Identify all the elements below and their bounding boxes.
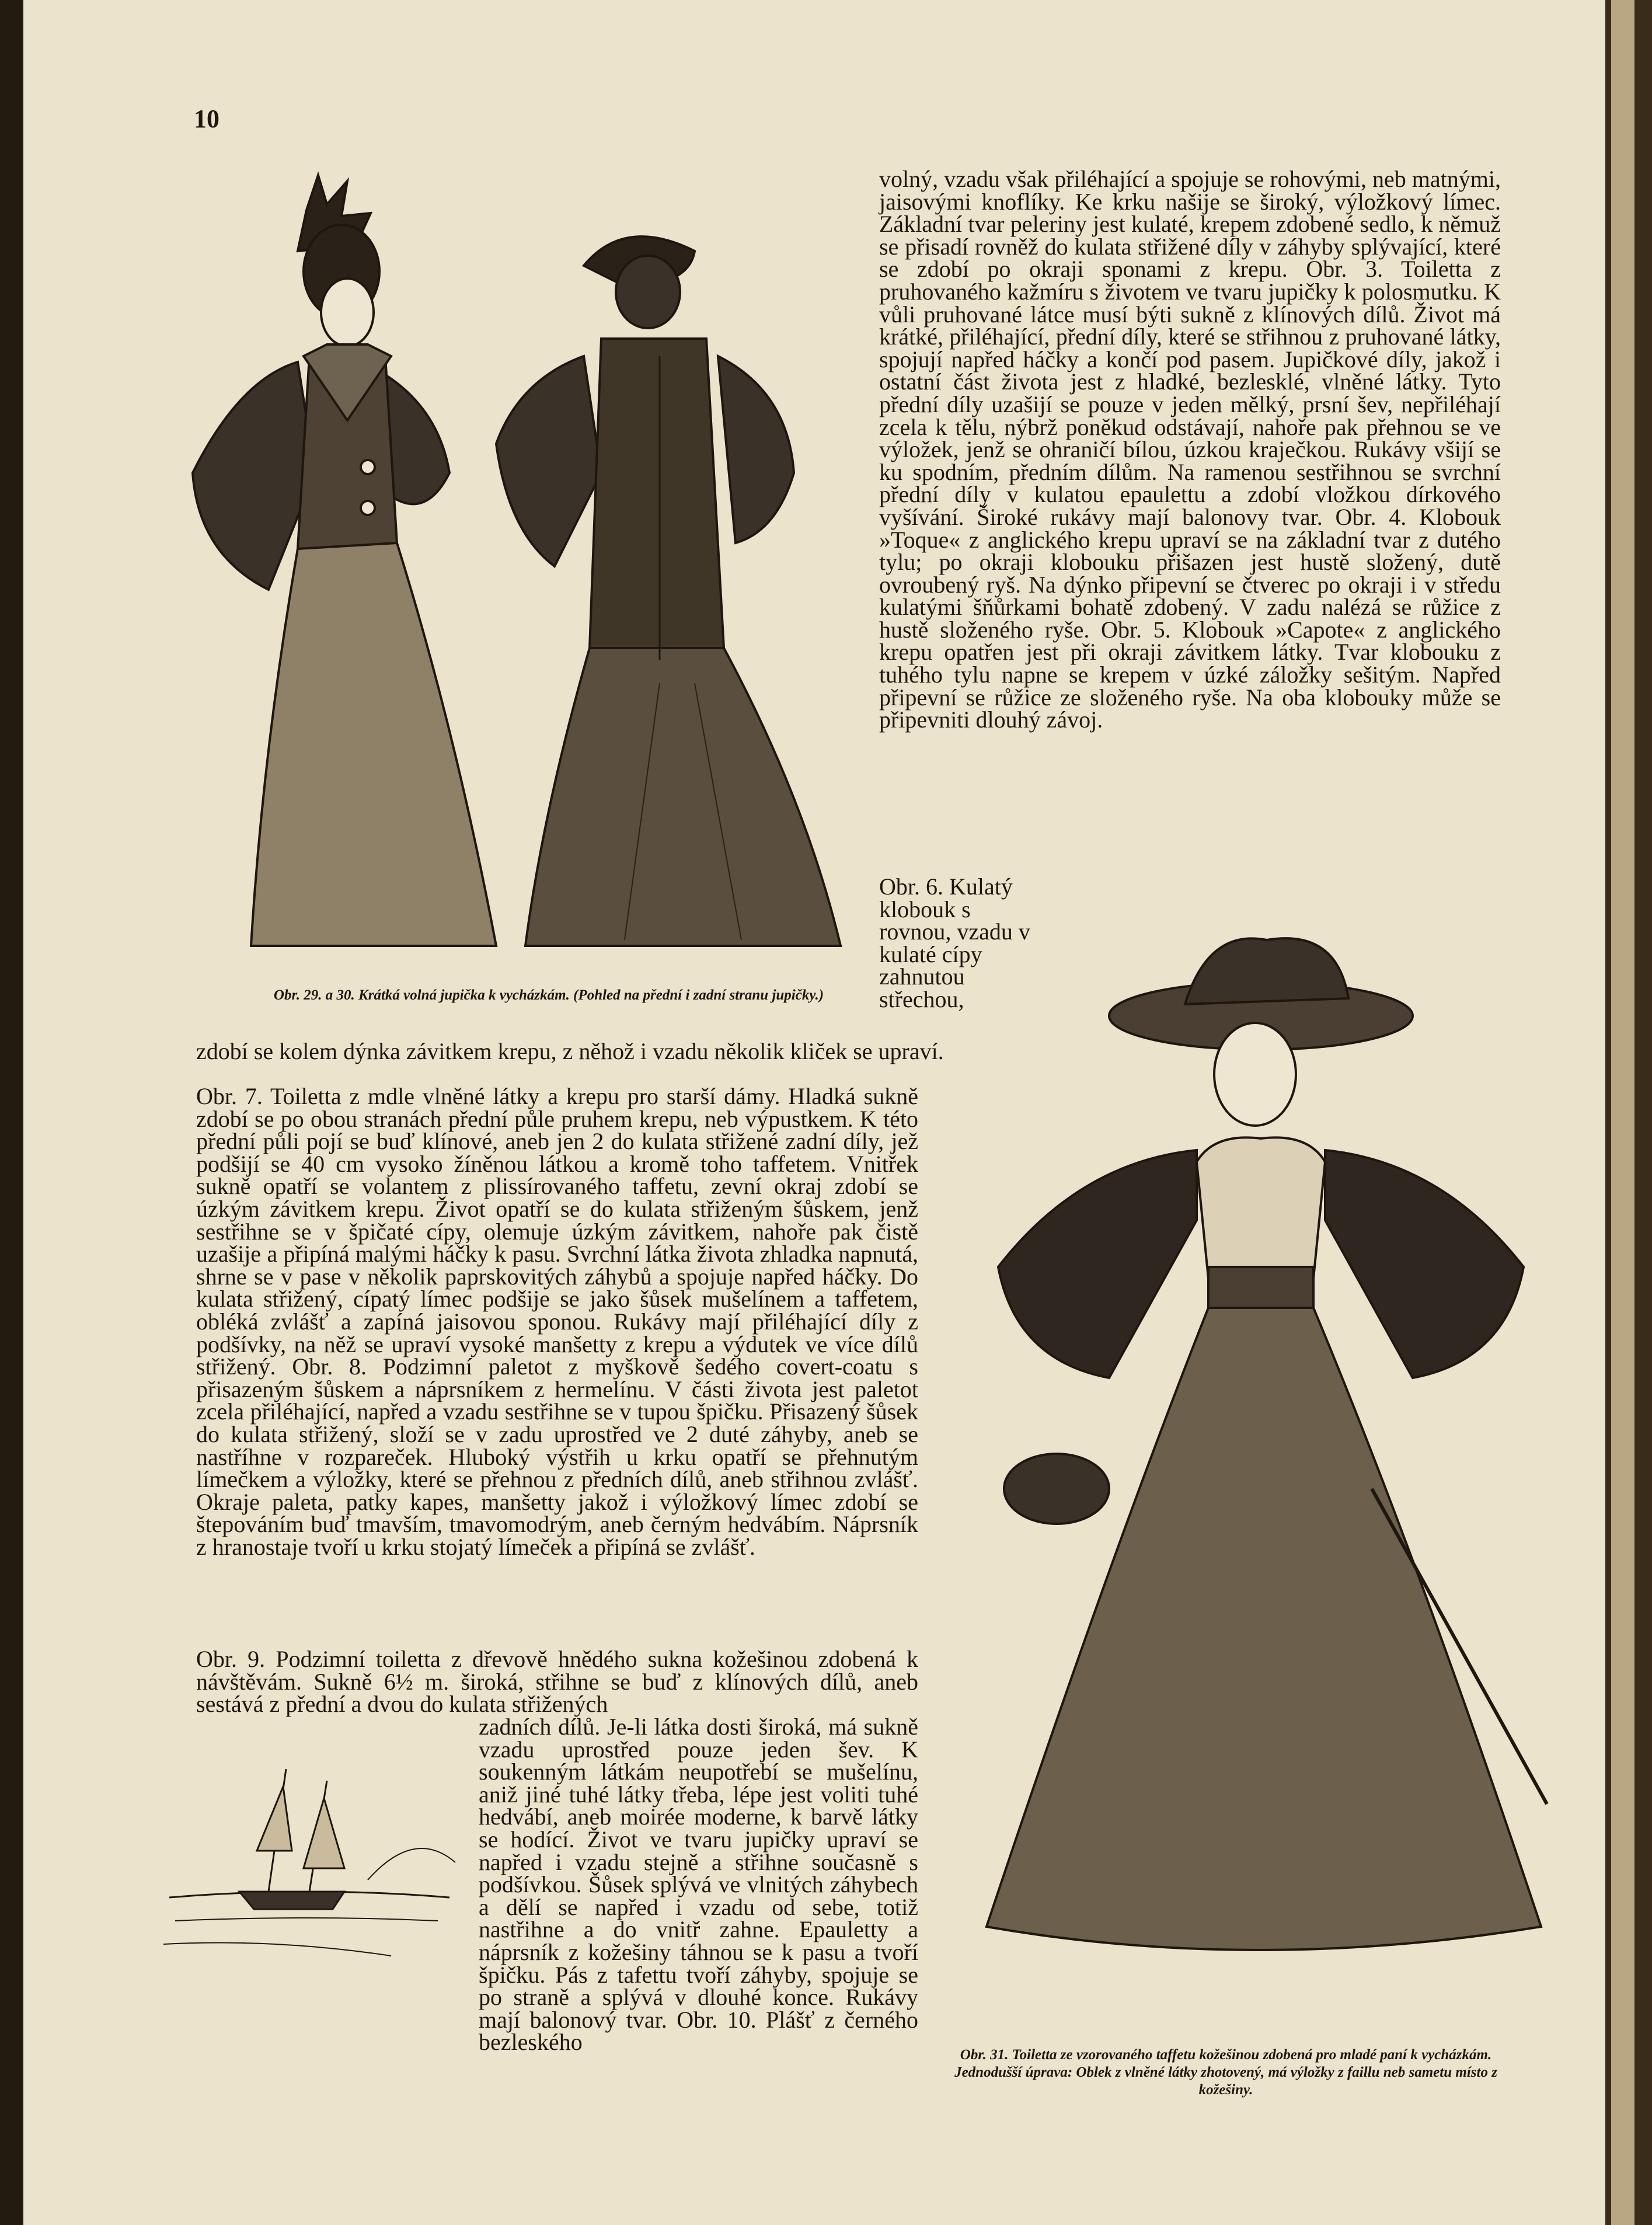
caption-fig29-30: Obr. 29. a 30. Krátká volná jupička k vycházkám. (Pohled na přední i zadní stranu jupičky.): [273, 987, 824, 1003]
text-column-top-right: volný, vzadu však přiléhající a spojuje se rohovými, neb matnými, jaisovými knoflíky. Ke krku našije se široký, výložkový límec. Základní tvar peleriny jest kulaté, krepem zdobené sedlo, k němuž se přisadí rovněž do kulata střižené díly v záhyby splývající, které se zdobí po okraji sponami z krepu. Obr. 3. Toiletta z pruhovaného kažmíru s životem ve tvaru jupičky k polosmutku. K vůli pruhované látce musí býti sukně z klínových dílů. Život má krátké, přiléhající, přední díly, které se střihnou z pruhované látky, spojují napřed háčky a končí pod pasem. Jupičkové díly, jakož i ostatní část života jest z hladké, bezlesklé, vlněné látky. Tyto přední díly uzašijí se pouze v jeden mělký, prsní šev, nepřiléhají zcela k tělu, nýbrž poněkud odstávají, nahoře pak přehnou se ve výložek, jenž se ohraničí bílou, úzkou kraječkou. Rukávy všijí se ku spodním, předním dílům. Na ramenou sestřihnou se svrchní přední díly v kulatou epaulettu a zdobí vložkou dírkového vyšívání. Široké rukávy mají balonovy tvar. Obr. 4. Klobouk »Toque« z anglického krepu upraví se na základní tvar z dutého tylu; po okraji klobouku přišazen jest hustě složený, dutě ovroubený ryš. Na dýnko připevní se čtverec po okraji i v středu kulatými šňůrkami bohatě zdobený. V zadu nalézá se růžice z hustě složeného ryše. Obr. 5. Klobouk »Capote« z anglického krepu opatřen jest při okraji závitkem látky. Tvar klobouku z tuhého tylu napne se krepem v úzké záložky sešitým. Napřed připevní se růžice ze složeného ryše. Na oba klobouky může se připevniti dlouhý závoj.: [879, 166, 1501, 733]
ship-vignette: [158, 1746, 461, 1979]
text-obr6-narrow: Obr. 6. Kulatý klobouk s rovnou, vzadu v kulaté cípy zahnutou střechou,: [879, 873, 1030, 1012]
book-gutter: [1605, 0, 1652, 2225]
fashion-illustration-fig29-30: [181, 169, 881, 952]
magazine-page: [23, 0, 1605, 2225]
text-obr9-start: Obr. 9. Podzimní toiletta z dřevově hnědého sukna kožešinou zdobená k návštěvám. Sukně 6½ m. široká, střihne se buď z klínových dílů, aneb sestává z přední a dvou do kulata střižených: [196, 1646, 918, 1718]
text-obr6-continuation: zdobí se kolem dýnka závitkem krepu, z něhož i vzadu několik kliček se upraví.: [196, 1038, 944, 1064]
fashion-illustration-fig31: [963, 917, 1562, 1973]
caption-fig31: Obr. 31. Toiletta ze vzorovaného taffetu kožešinou zdobená pro mladé paní k vycházkám. Jednodušší úprava: Oblek z vlněné látky zhotovený, má výložky z faillu neb sametu místo z kožešiny.: [954, 2047, 1497, 2098]
text-obr9-continuation: zadních dílů. Je-li látka dosti široká, má sukně vzadu uprostřed pouze jeden šev. K soukenným látkám neupotřebí se mušelínu, aniž jiné tuhé látky třeba, lépe jest voliti tuhé hedvábí, aneb moirée moderne, k barvě látky se hodící. Život ve tvaru jupičky upraví se napřed i vzadu stejně a střihne současně s podšívkou. Šůsek splývá ve vlnitých záhybech a dělí se napřed i vzadu od sebe, totiž nastřihne a do vnitř zahne. Epauletty a náprsník z kožešiny táhnou se k pasu a tvoří špičku. Pás z tafettu tvoří záhyby, spojuje se po straně a splývá v dlouhé konce. Rukávy mají balonový tvar. Obr. 10. Plášť z černého bezleského: [479, 1714, 918, 2056]
text-obr7-obr8: Obr. 7. Toiletta z mdle vlněné látky a krepu pro starší dámy. Hladká sukně zdobí se po obou stranách přední půle pruhem krepu, neb výpustkem. K této přední půli pojí se buď klínové, aneb jen 2 do kulata střižené zadní díly, jež podšijí se 40 cm vysoko žíněnou látkou a kromě toho taffetem. Vnitřek sukně opatří se volantem z plissírovaného taffetu, zevní okraj zdobí se úzkým závitkem krepu. Život opatří se do kulata střiženým šůskem, jenž sestřihne se v špičaté cípy, olemuje úzkým závitkem, nahoře pak čistě uzašije a připíná malými háčky k pasu. Svrchní látka života zhladka napnutá, shrne se v pase v několik paprskovitých záhybů a spojuje napřed háčky. Do kulata střižený, cípatý límec podšije se jako šůsek mušelínem a taffetem, obléká zvlášť a zapíná jaisovou sponou. Rukávy mají přiléhající díly z podšívky, na něž se upraví vysoké manšetty z krepu a výdutek ve více dílů střižený. Obr. 8. Podzimní paletot z myškově šedého covert-coatu s přisazeným šůskem a náprsníkem z hermelínu. V části života jest paletot zcela přiléhající, napřed a vzadu sestřihne se v tupou špičku. Přisazený šůsek do kulata střižený, složí se v zadu uprostřed ve 2 duté záhyby, aneb se nastříhne v rozpareček. Hluboký výstřih u krku opatří se přehnutým límečkem a výložky, které se přehnou z předních dílů, aneb střihnou zvlášť. Okraje paleta, patky kapes, manšetty jakož i výložkový límec zdobí se štepováním buď tmavším, tmavomodrým, aneb černým hedvábím. Náprsník z hranostaje tvoří u krku stojatý límeček a připíná se zvlášť.: [196, 1083, 918, 1560]
page-number: 10: [194, 105, 219, 133]
